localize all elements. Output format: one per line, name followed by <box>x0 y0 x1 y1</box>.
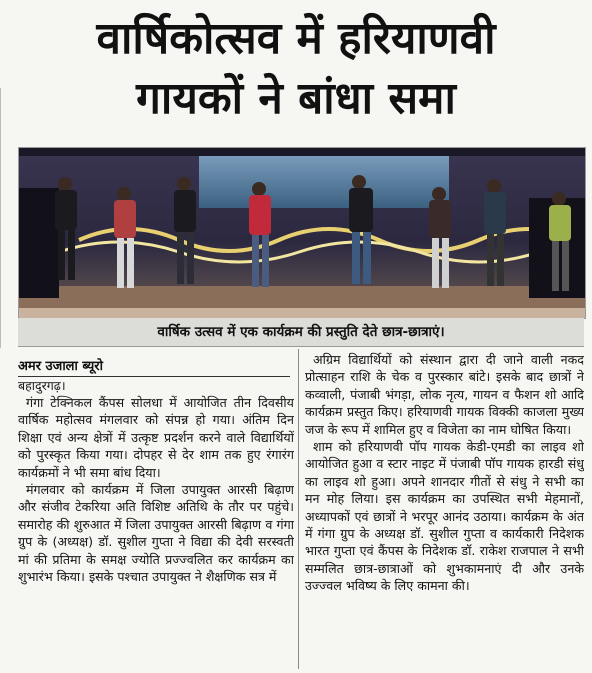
photo-caption: वार्षिक उत्सव में एक कार्यक्रम की प्रस्तुति देते छात्र-छात्राएं। <box>18 318 584 347</box>
byline: अमर उजाला ब्यूरो <box>18 356 290 377</box>
headline-line-2: गायकों ने बांधा समा <box>136 73 456 124</box>
paragraph: गंगा टेक्निकल कैंपस सोलधा में आयोजित तीन दिवसीय वार्षिक महोत्सव मंगलवार को संपन्न हो गया। अंतिम दिन शिक्षा एवं अन्य क्षेत्रों में उत्कृष्ट प्रदर्शन करने वाले विद्यार्थियों को पुरस्कृत किया गया। दोपहर से देर शाम तक हुए रंगारंग कार्यक्रमों ने भी समा बांध दिया। <box>18 395 294 480</box>
paragraph: मंगलवार को कार्यक्रम में जिला उपायुक्त आरसी बिढ़ाण और संजीव टेकरिया अति विशिष्ट अतिथि के तौर पर पहुंचे। समारोह की शुरुआत में जिला उपायुक्त आरसी बिढ़ाण व गंगा ग्रुप के (अध्यक्ष) डॉ. सुशील गुप्ता ने विद्या की देवी सरस्वती मां की प्रतिमा के समक्ष ज्योति प्रज्ज्वलित कर कार्यक्रम का शुभारंभ किया। इसके पश्चात उपायुक्त ने शैक्षणिक सत्र में <box>18 482 294 585</box>
column-divider <box>298 349 299 669</box>
page-edge-rule <box>0 88 1 348</box>
article-column-1 <box>18 394 294 673</box>
article-column-2 <box>305 351 584 673</box>
headline-line-1: वार्षिकोत्सव में हरियाणवी <box>96 13 496 64</box>
event-photo <box>18 147 586 319</box>
stage-performance-image <box>19 148 585 318</box>
paragraph: अग्रिम विद्यार्थियों को संस्थान द्वारा दी जाने वाली नकद प्रोत्साहन राशि के चेक व पुरस्कार बांटे। इसके बाद छात्रों ने कव्वाली, पंजाबी भंगड़ा, लोक नृत्य, गायन व फैशन शो आदि कार्यक्रम प्रस्तुत किए। हरियाणवी गायक विक्की काजला मुख्य जज के रूप में शामिल हुए व विजेता का नाम घोषित किया। <box>305 352 584 437</box>
dateline: बहादुरगढ़। <box>18 378 66 393</box>
paragraph: शाम को हरियाणवी पॉप गायक केडी-एमडी का लाइव शो आयोजित हुआ व स्टार नाइट में पंजाबी पॉप गायक हारडी संधु का लाइव शो हुआ। अपने शानदार गीतों से संधु ने सभी का मन मोह लिया। इस कार्यक्रम का उपस्थित सभी मेहमानों, अध्यापकों एवं छात्रों ने भरपूर आनंद उठाया। कार्यक्रम के अंत में गंगा ग्रुप के अध्यक्ष डॉ. सुशील गुप्ता व कार्यकारी निदेशक भारत गुप्ता एवं कैंपस के निदेशक डॉ. राकेश राजपाल ने सभी सम्मलित छात्र-छात्राओं को शुभकामनाएं दी और उनके उज्ज्वल भविष्य के लिए कामना की। <box>305 439 584 594</box>
